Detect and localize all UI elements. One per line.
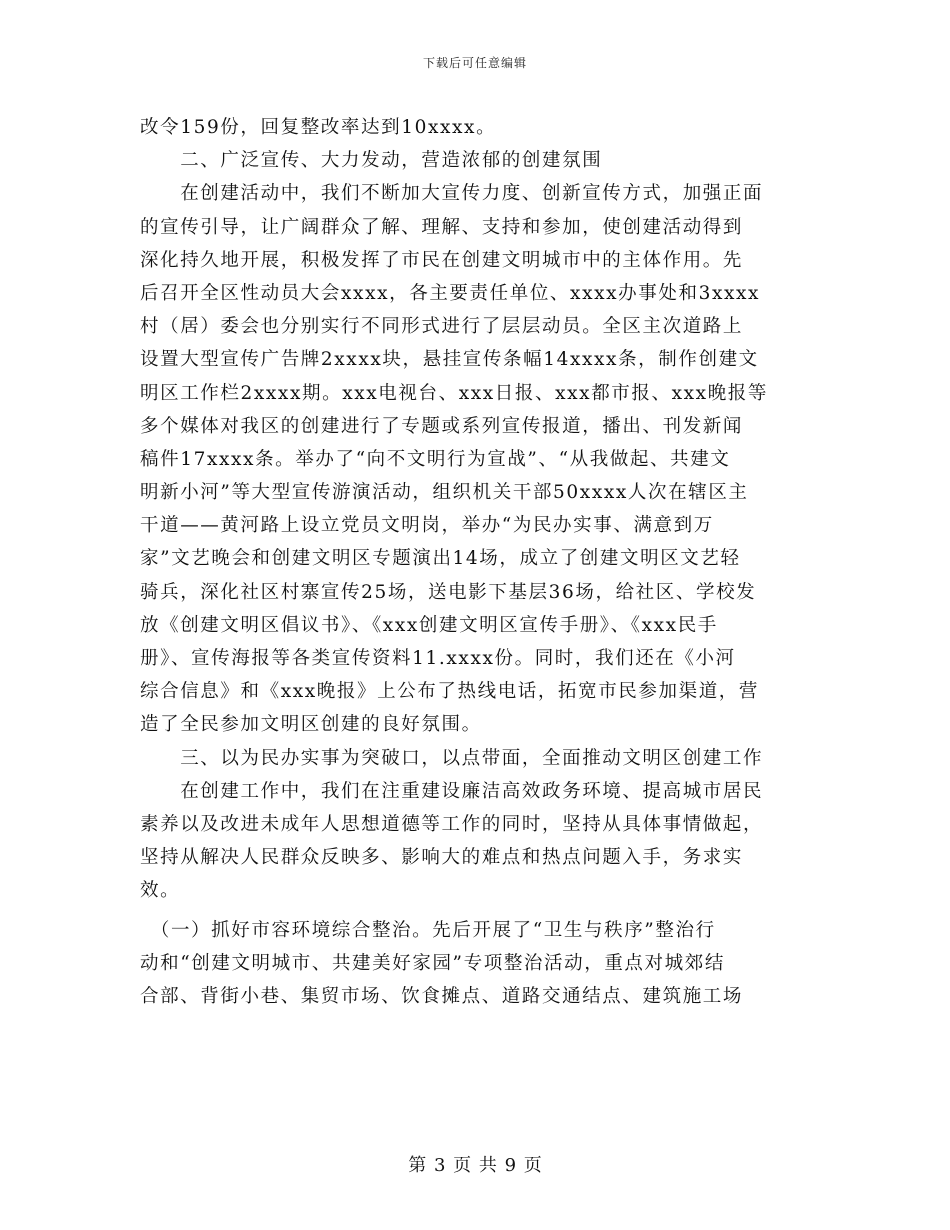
text-line: 放《创建文明区倡议书》、《xxx创建文明区宣传手册》、《xxx民手 (140, 614, 718, 636)
text-line: 设置大型宣传广告牌2xxxx块，悬挂宣传条幅14xxxx条，制作创建文 (140, 349, 759, 371)
text-line: 动和“创建文明城市、共建美好家园”专项整治活动，重点对城郊结 (140, 952, 725, 974)
text-line: 效。 (140, 880, 181, 902)
text-line: 素养以及改进未成年人思想道德等工作的同时，坚持从具体事情做起， (140, 813, 764, 835)
document-body (140, 111, 820, 1013)
text-line: 多个媒体对我区的创建进行了专题或系列宣传报道，播出、刊发新闻 (140, 415, 744, 437)
text-line: 家”文艺晚会和创建文明区专题演出14场，成立了创建文明区文艺轻 (140, 548, 741, 570)
text-line: 综合信息》和《xxx晚报》上公布了热线电话，拓宽市民参加渠道，营 (140, 681, 760, 703)
text-line: 骑兵，深化社区村寨宣传25场，送电影下基层36场，给社区、学校发 (140, 581, 757, 603)
text-line: 改令159份，回复整改率达到10xxxx。 (140, 117, 497, 138)
text-line: 造了全民参加文明区创建的良好氛围。 (140, 714, 482, 736)
text-line: 的宣传引导，让广阔群众了解、理解、支持和参加，使创建活动得到 (140, 216, 744, 238)
section-heading: 二、广泛宣传、大力发动，营造浓郁的创建氛围 (140, 150, 603, 172)
page-footer: 第 3 页 共 9 页 (408, 1155, 542, 1176)
text-line: 在创建活动中，我们不断加大宣传力度、创新宣传方式，加强正面 (140, 183, 764, 205)
page-header: 下载后可任意编辑 (422, 56, 527, 70)
text-line: 合部、背街小巷、集贸市场、饮食摊点、道路交通结点、建筑施工场 (140, 985, 744, 1007)
section-heading: 三、以为民办实事为突破口，以点带面，全面推动文明区创建工作 (140, 747, 764, 769)
text-line: 深化持久地开展，积极发挥了市民在创建文明城市中的主体作用。先 (140, 249, 744, 271)
text-line: 在创建工作中，我们在注重建设廉洁高效政务环境、提高城市居民 (140, 780, 764, 802)
text-line: 后召开全区性动员大会xxxx，各主要责任单位、xxxx办事处和3xxxx (140, 282, 761, 304)
text-line: 干道——黄河路上设立党员文明岗，举办“为民办实事、满意到万 (140, 515, 714, 537)
text-line: 明新小河”等大型宣传游演活动，组织机关干部50xxxx人次在辖区主 (140, 482, 749, 504)
text-line: （一）抓好市容环境综合整治。先后开展了“卫生与秩序”整治行 (140, 919, 716, 941)
text-line: 村（居）委会也分别实行不同形式进行了层层动员。全区主次道路上 (140, 316, 744, 338)
text-line: 坚持从解决人民群众反映多、影响大的难点和热点问题入手，务求实 (140, 847, 744, 869)
text-line: 稿件17xxxx条。举办了“向不文明行为宣战”、“从我做起、共建文 (140, 448, 731, 470)
text-line: 明区工作栏2xxxx期。xxx电视台、xxx日报、xxx都市报、xxx晚报等 (140, 382, 769, 404)
text-line: 册》、宣传海报等各类宣传资料11.xxxx份。同时，我们还在《小河 (140, 648, 736, 669)
